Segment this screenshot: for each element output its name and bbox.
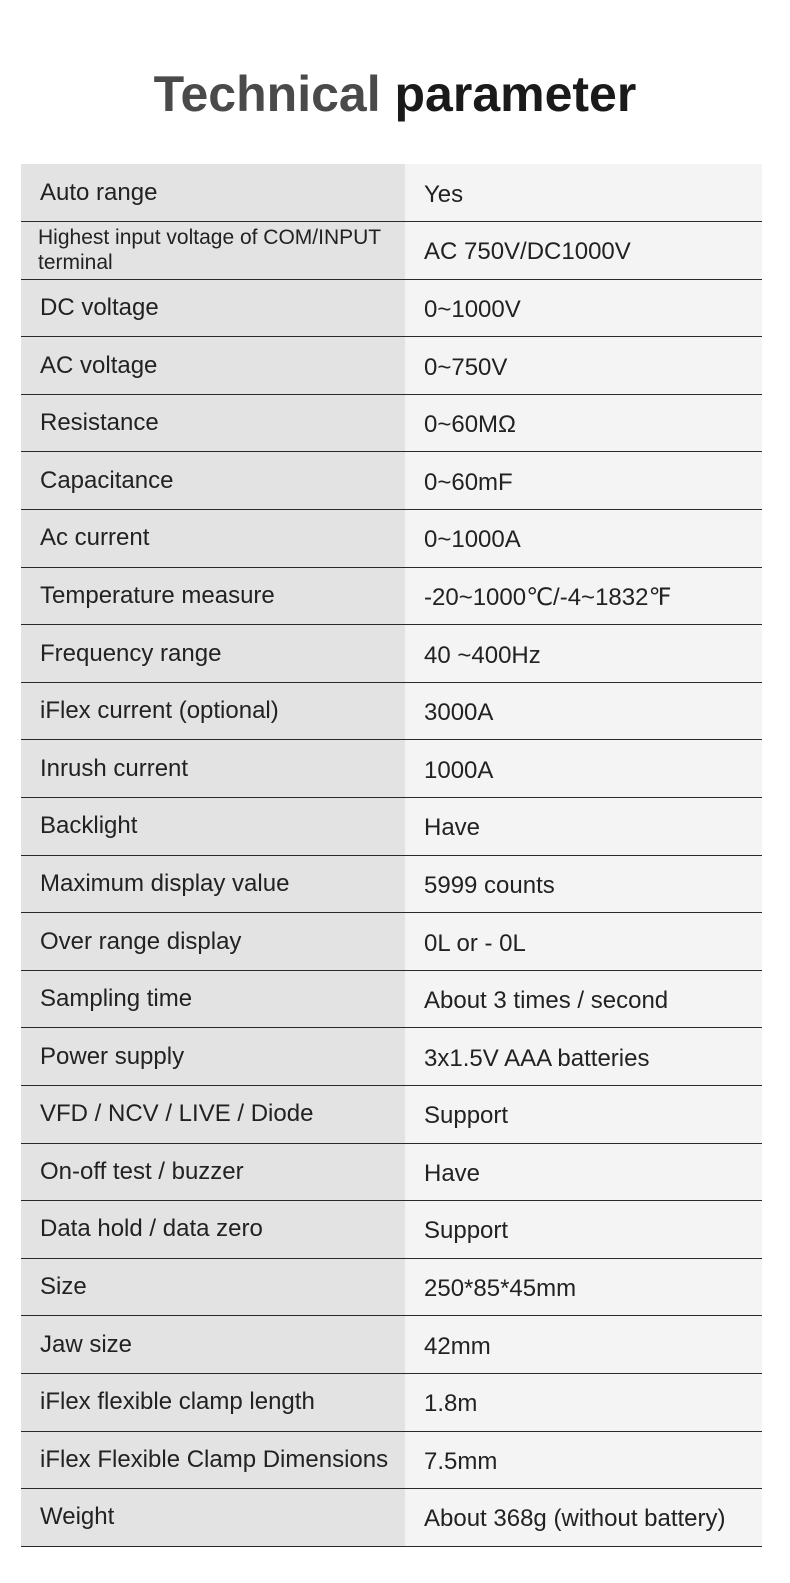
param-value: 40 ~400Hz <box>405 625 762 683</box>
param-name: VFD / NCV / LIVE / Diode <box>21 1086 405 1144</box>
param-value: 0~60MΩ <box>405 394 762 452</box>
param-name: Capacitance <box>21 452 405 510</box>
table-row <box>21 798 762 856</box>
param-name: Jaw size <box>21 1316 405 1374</box>
param-name: iFlex flexible clamp length <box>21 1373 405 1431</box>
param-name: DC voltage <box>21 279 405 337</box>
param-value: 250*85*45mm <box>405 1258 762 1316</box>
param-name: Size <box>21 1258 405 1316</box>
param-name: Weight <box>21 1489 405 1547</box>
param-value: About 368g (without battery) <box>405 1489 762 1547</box>
param-name: iFlex current (optional) <box>21 682 405 740</box>
table-row <box>21 1143 762 1201</box>
param-name: AC voltage <box>21 337 405 395</box>
table-row <box>21 740 762 798</box>
table-row <box>21 222 762 280</box>
table-row <box>21 452 762 510</box>
param-value: 3x1.5V AAA batteries <box>405 1028 762 1086</box>
param-name: Frequency range <box>21 625 405 683</box>
param-name: iFlex Flexible Clamp Dimensions <box>21 1431 405 1489</box>
table-row <box>21 164 762 222</box>
param-name: Backlight <box>21 798 405 856</box>
param-name: Auto range <box>21 164 405 222</box>
title-part-1: Technical <box>153 66 381 122</box>
table-row <box>21 1028 762 1086</box>
table-row <box>21 1201 762 1259</box>
param-value: 0L or - 0L <box>405 913 762 971</box>
param-name: Ac current <box>21 510 405 568</box>
param-name: Data hold / data zero <box>21 1201 405 1259</box>
param-name: On-off test / buzzer <box>21 1143 405 1201</box>
param-value: About 3 times / second <box>405 970 762 1028</box>
param-name: Maximum display value <box>21 855 405 913</box>
table-row <box>21 913 762 971</box>
table-row <box>21 510 762 568</box>
table-row <box>21 855 762 913</box>
table-row <box>21 1316 762 1374</box>
table-row <box>21 1489 762 1547</box>
table-row <box>21 279 762 337</box>
table-row <box>21 394 762 452</box>
param-value: 0~60mF <box>405 452 762 510</box>
table-row <box>21 625 762 683</box>
param-name: Temperature measure <box>21 567 405 625</box>
param-value: 0~750V <box>405 337 762 395</box>
table-row <box>21 682 762 740</box>
param-name: Power supply <box>21 1028 405 1086</box>
param-value: Support <box>405 1086 762 1144</box>
table-row <box>21 337 762 395</box>
param-value: Yes <box>405 164 762 222</box>
param-name: Sampling time <box>21 970 405 1028</box>
table-row <box>21 970 762 1028</box>
param-name: Resistance <box>21 394 405 452</box>
title-part-2: parameter <box>394 66 637 122</box>
param-value: 42mm <box>405 1316 762 1374</box>
param-name: Over range display <box>21 913 405 971</box>
param-value: Support <box>405 1201 762 1259</box>
param-value: 3000A <box>405 682 762 740</box>
param-value: 0~1000A <box>405 510 762 568</box>
table-row <box>21 567 762 625</box>
param-value: Have <box>405 798 762 856</box>
param-value: -20~1000℃/-4~1832℉ <box>405 567 762 625</box>
param-value: Have <box>405 1143 762 1201</box>
table-row <box>21 1086 762 1144</box>
table-row <box>21 1373 762 1431</box>
param-value: 0~1000V <box>405 279 762 337</box>
param-name: Highest input voltage of COM/INPUT terminal <box>21 222 405 280</box>
param-name: Inrush current <box>21 740 405 798</box>
param-value: 1.8m <box>405 1373 762 1431</box>
param-value: 5999 counts <box>405 855 762 913</box>
param-value: 1000A <box>405 740 762 798</box>
spec-table <box>21 164 762 1547</box>
table-row <box>21 1431 762 1489</box>
param-value: 7.5mm <box>405 1431 762 1489</box>
param-value: AC 750V/DC1000V <box>405 222 762 280</box>
table-row <box>21 1258 762 1316</box>
page-title <box>0 62 790 126</box>
